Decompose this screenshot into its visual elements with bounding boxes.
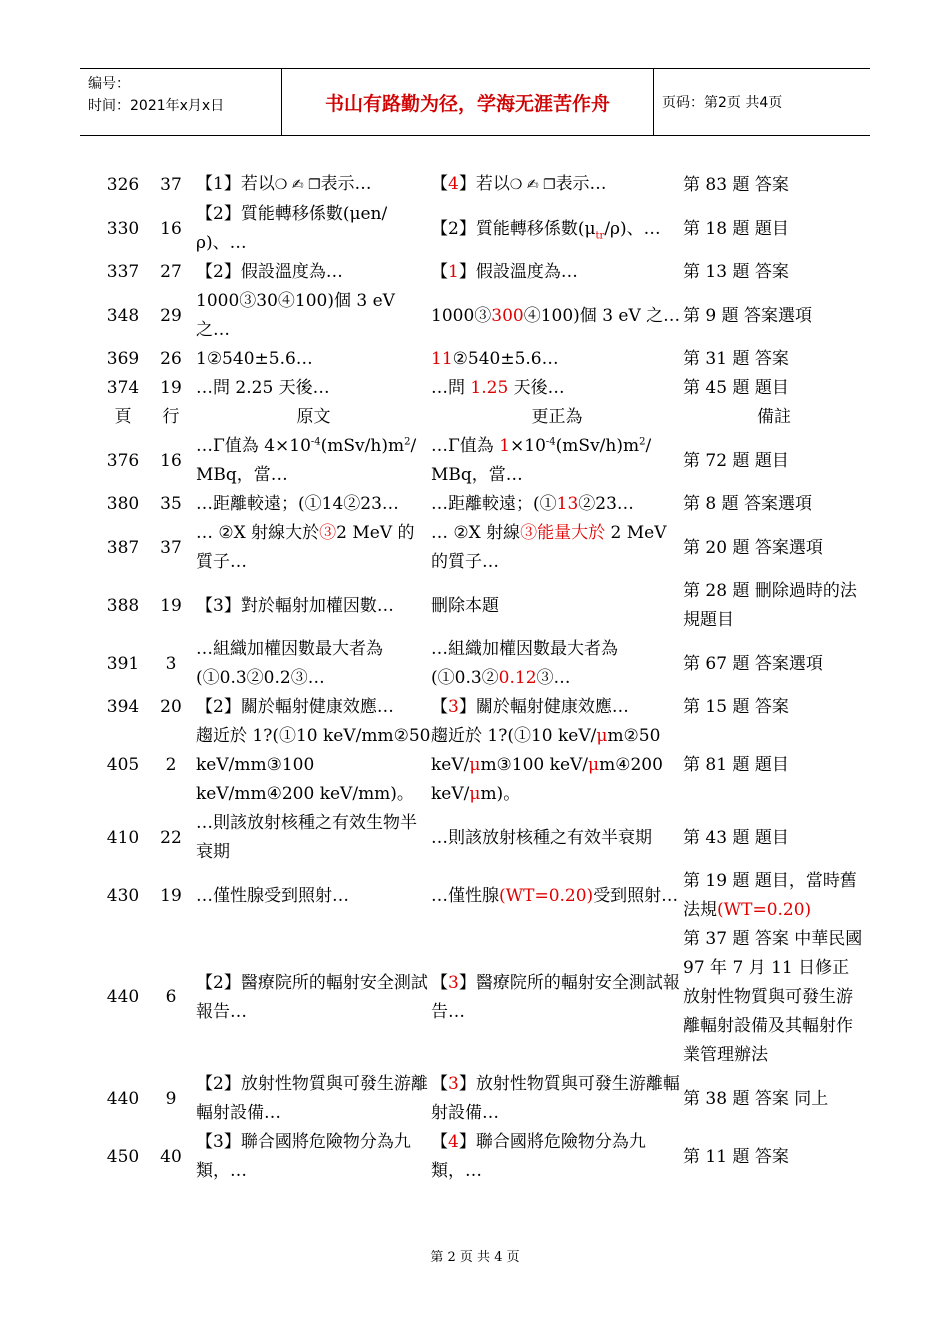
line-cell: 2 <box>165 755 177 775</box>
column-header-original: 原文 <box>296 407 331 427</box>
line-cell: 19 <box>160 885 182 906</box>
note-cell: 第 45 題 題目 <box>683 378 789 398</box>
note-cell: 第 9 題 答案選項 <box>683 305 813 326</box>
header-motto: 书山有路勤为径，学海无涯苦作舟 <box>282 69 654 135</box>
page-header <box>80 68 870 136</box>
page-cell: 387 <box>106 537 140 558</box>
table-row <box>100 287 865 345</box>
column-header-page: 頁 <box>114 407 132 427</box>
line-cell: 19 <box>160 378 182 398</box>
original-cell: 1②540±5.6… <box>196 349 313 369</box>
table-row <box>100 1128 865 1186</box>
table-row <box>100 519 865 577</box>
table-row <box>100 1070 865 1128</box>
correction-cell: 【4】聯合國將危險物分為九類，… <box>431 1132 646 1181</box>
page-cell: 440 <box>106 987 140 1007</box>
correction-cell: …問 1.25 天後… <box>431 378 565 398</box>
correction-cell: … ②X 射線③能量大於 2 MeV 的質子… <box>431 523 667 572</box>
header-meta <box>80 69 282 135</box>
table-row <box>100 258 865 287</box>
note-cell: 第 83 題 答案 <box>683 174 789 195</box>
original-cell: 1000③30④100)個 3 eV 之… <box>196 291 395 340</box>
original-cell: 趨近於 1?(①10 keV/mm②50 keV/mm③100 keV/mm④200 keV/mm)。 <box>196 726 431 804</box>
code-label: 编号： <box>88 76 130 92</box>
note-cell: 第 38 題 答案 同上 <box>683 1088 829 1109</box>
table-row <box>100 925 865 1070</box>
note-cell: 第 20 題 答案選項 <box>683 537 823 558</box>
correction-cell: 刪除本題 <box>431 595 499 616</box>
original-cell: 【3】聯合國將危險物分為九類，… <box>196 1132 411 1181</box>
correction-cell: 【1】假設溫度為… <box>431 262 578 282</box>
correction-cell: 11②540±5.6… <box>431 349 559 369</box>
correction-cell: 【4】若以❍ ✍ ❐表示… <box>431 174 607 194</box>
original-cell: …則該放射核種之有效生物半衰期 <box>196 813 417 862</box>
line-cell: 35 <box>160 494 182 514</box>
original-cell: … ②X 射線大於③2 MeV 的質子… <box>196 523 415 572</box>
note-cell: 第 43 題 題目 <box>683 827 789 848</box>
page-cell: 405 <box>106 755 140 775</box>
line-cell: 29 <box>160 305 182 326</box>
note-cell: 第 19 題 題目，當時舊法規(WT=0.20) <box>683 871 857 920</box>
original-cell: 【1】若以❍ ✍ ❐表示… <box>196 174 372 194</box>
page-cell: 450 <box>106 1146 140 1167</box>
page-footer: 第 2 页 共 4 页 <box>430 1250 520 1265</box>
page-cell: 376 <box>106 450 140 471</box>
table-header-row <box>100 403 865 432</box>
original-cell: …組織加權因數最大者為(①0.3②0.2③… <box>196 639 383 688</box>
table-row <box>100 170 865 200</box>
line-cell: 27 <box>160 262 182 282</box>
table-row <box>100 200 865 258</box>
correction-cell: 趨近於 1?(①10 keV/μm②50 keV/μm③100 keV/μm④200 keV/μm)。 <box>431 726 663 804</box>
original-cell: …僅性腺受到照射… <box>196 885 349 906</box>
original-cell: …Γ值為 $4\times 10^{-4}(mSv/h)m^2/$ MBq，當… <box>196 436 417 485</box>
correction-cell: 【2】質能轉移係數$(\mu_{tr}/\rho)$、… <box>431 218 661 241</box>
page-cell: 410 <box>106 827 140 848</box>
original-cell: 【2】醫療院所的輻射安全測試報告… <box>196 972 428 1022</box>
original-cell: …距離較遠；(①14②23… <box>196 494 399 514</box>
original-cell: 【2】關於輻射健康效應… <box>196 697 394 717</box>
note-cell: 第 13 題 答案 <box>683 262 789 282</box>
line-cell: 37 <box>160 174 182 195</box>
table-row <box>100 635 865 693</box>
original-cell: 【3】對於輻射加權因數… <box>196 595 394 616</box>
symbol-glyphs-icon: ❍ ✍ ❐ <box>509 177 556 193</box>
table-row <box>100 374 865 403</box>
correction-cell: 【3】放射性物質與可發生游離輻射設備… <box>431 1074 680 1123</box>
note-cell: 第 28 題 刪除過時的法規題目 <box>683 581 857 630</box>
original-cell: 【2】質能轉移係數(μen/ρ)、… <box>196 204 388 253</box>
correction-cell: 1000③300④100)個 3 eV 之… <box>431 305 681 326</box>
table-row <box>100 722 865 809</box>
header-page-label: 页码：第2页 共4页 <box>662 95 783 111</box>
page-cell: 369 <box>106 349 140 369</box>
correction-cell: …組織加權因數最大者為(①0.3②0.12③… <box>431 639 618 688</box>
table-row <box>100 577 865 635</box>
symbol-glyphs-icon: ❍ ✍ ❐ <box>274 177 321 193</box>
page-cell: 337 <box>106 262 140 282</box>
page-cell: 380 <box>106 494 140 514</box>
line-cell: 40 <box>160 1146 182 1167</box>
column-header-correction: 更正為 <box>531 407 583 427</box>
page-cell: 330 <box>106 218 140 239</box>
table-row <box>100 432 865 490</box>
note-cell: 第 37 題 答案 中華民國 97 年 7 月 11 日修正放射性物質與可發生游離輻射設備及其輻射作業管理辦法 <box>683 929 863 1065</box>
errata-table <box>100 170 865 1186</box>
original-cell: …問 2.25 天後… <box>196 378 330 398</box>
line-cell: 16 <box>160 218 182 239</box>
note-cell: 第 67 題 答案選項 <box>683 653 823 674</box>
correction-cell: …距離較遠；(①13②23… <box>431 494 634 514</box>
correction-cell: …Γ值為 $1\times 10^{-4}(mSv/h)m^2/$ MBq，當… <box>431 436 652 485</box>
note-cell: 第 15 題 答案 <box>683 697 789 717</box>
line-cell: 20 <box>160 697 182 717</box>
line-cell: 3 <box>165 653 177 674</box>
date-label: 时间：2021年x月x日 <box>88 98 225 114</box>
correction-cell: 【3】關於輻射健康效應… <box>431 697 629 717</box>
line-cell: 6 <box>165 987 177 1007</box>
correction-cell: …僅性腺(WT=0.20)受到照射… <box>431 885 679 906</box>
page-cell: 430 <box>106 885 140 906</box>
table-row <box>100 809 865 867</box>
page-cell: 394 <box>106 697 140 717</box>
table-row <box>100 345 865 374</box>
page-cell: 326 <box>106 174 140 195</box>
table-row <box>100 867 865 925</box>
column-header-line: 行 <box>162 407 180 427</box>
line-cell: 22 <box>160 827 182 848</box>
page-cell: 391 <box>106 653 140 674</box>
note-cell: 第 18 題 題目 <box>683 218 789 239</box>
correction-cell: …則該放射核種之有效半衰期 <box>431 827 652 848</box>
line-cell: 9 <box>165 1088 177 1109</box>
note-cell: 第 8 題 答案選項 <box>683 494 813 514</box>
original-cell: 【2】假設溫度為… <box>196 262 343 282</box>
table-row <box>100 693 865 722</box>
column-header-note: 備註 <box>757 407 791 427</box>
line-cell: 26 <box>160 349 182 369</box>
original-cell: 【2】放射性物質與可發生游離輻射設備… <box>196 1074 428 1123</box>
page-cell: 374 <box>106 378 140 398</box>
line-cell: 19 <box>160 595 182 616</box>
note-cell: 第 72 題 題目 <box>683 450 789 471</box>
page-cell: 388 <box>106 595 140 616</box>
note-cell: 第 11 題 答案 <box>683 1146 789 1167</box>
page-cell: 440 <box>106 1088 140 1109</box>
line-cell: 16 <box>160 450 182 471</box>
page-cell: 348 <box>106 305 140 326</box>
note-cell: 第 31 題 答案 <box>683 349 789 369</box>
table-row <box>100 490 865 519</box>
note-cell: 第 81 題 題目 <box>683 755 789 775</box>
correction-cell: 【3】醫療院所的輻射安全測試報告… <box>431 972 680 1022</box>
line-cell: 37 <box>160 537 182 558</box>
